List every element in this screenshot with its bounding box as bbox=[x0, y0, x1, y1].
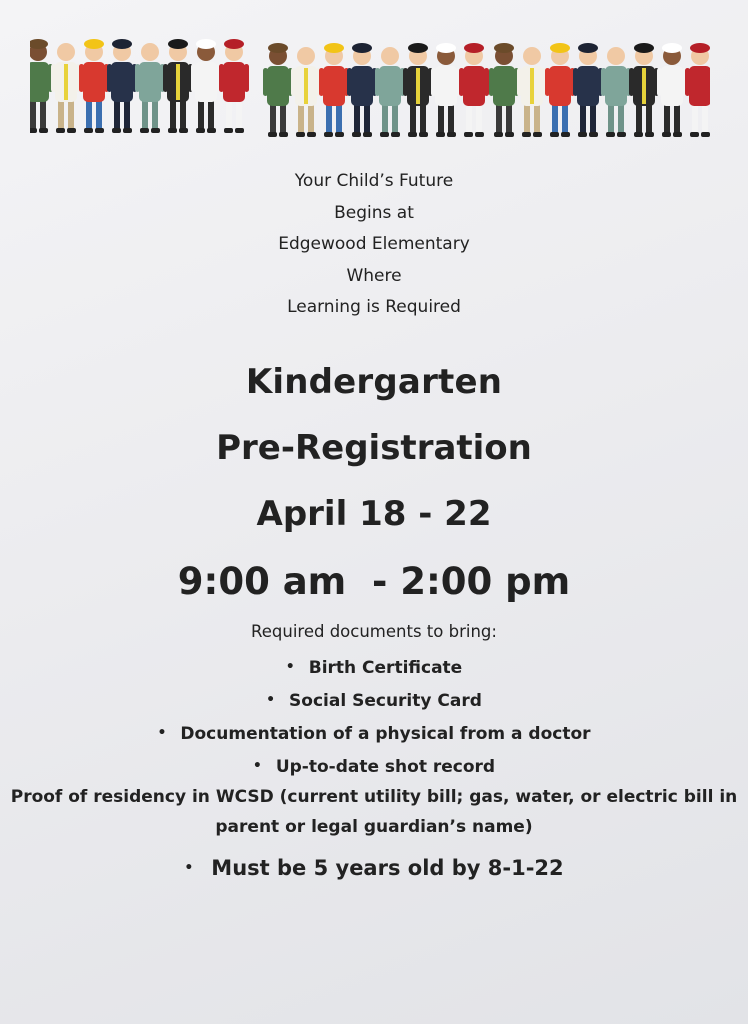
age-rule: Must be 5 years old by 8-1-22 bbox=[211, 856, 564, 880]
list-item bbox=[0, 718, 748, 751]
intro-line-2: Begins at bbox=[334, 202, 414, 223]
bullet-icon: • bbox=[184, 860, 194, 876]
intro-line-3: Edgewood Elementary bbox=[278, 234, 470, 254]
child-figure bbox=[263, 43, 293, 137]
bullet-icon: • bbox=[285, 659, 295, 675]
child-figure bbox=[319, 43, 349, 137]
intro-line-5: Learning is Required bbox=[287, 297, 461, 317]
intro-line-4: Where bbox=[346, 265, 402, 286]
document-shot-record: Up-to-date shot record bbox=[275, 757, 496, 777]
child-figure bbox=[403, 43, 433, 137]
bullet-icon: • bbox=[252, 758, 262, 774]
kids-banner-illustration bbox=[30, 38, 710, 150]
document-birth-certificate: Birth Certificate bbox=[308, 658, 463, 678]
list-item bbox=[0, 652, 748, 685]
age-requirement bbox=[0, 856, 748, 880]
child-figure bbox=[657, 43, 687, 137]
program-title: Kindergarten bbox=[245, 362, 503, 402]
child-figure bbox=[79, 39, 109, 133]
event-title: Pre-Registration bbox=[216, 428, 532, 468]
intro-line-1: Your Child’s Future bbox=[294, 171, 454, 191]
child-figure bbox=[629, 43, 659, 137]
required-documents-list bbox=[0, 652, 748, 784]
bullet-icon: • bbox=[266, 692, 276, 708]
child-figure bbox=[51, 43, 81, 133]
bullet-icon: • bbox=[157, 725, 167, 741]
child-figure bbox=[30, 39, 53, 133]
document-physical: Documentation of a physical from a doctor bbox=[180, 724, 591, 744]
child-figure bbox=[573, 43, 603, 137]
required-documents-heading: Required documents to bring: bbox=[251, 622, 497, 641]
child-figure bbox=[685, 43, 710, 137]
child-figure bbox=[459, 43, 489, 137]
child-figure bbox=[135, 43, 165, 133]
intro-text bbox=[0, 166, 748, 324]
event-dates: April 18 - 22 bbox=[256, 494, 492, 534]
child-figure bbox=[601, 47, 631, 137]
child-figure bbox=[431, 43, 461, 137]
child-figure bbox=[107, 39, 137, 133]
child-figure bbox=[545, 43, 575, 137]
list-item bbox=[0, 685, 748, 718]
event-hours: 9:00 am - 2:00 pm bbox=[177, 560, 571, 603]
list-item bbox=[0, 751, 748, 784]
document-social-security-card: Social Security Card bbox=[289, 691, 482, 711]
child-figure bbox=[489, 43, 519, 137]
child-figure bbox=[347, 43, 377, 137]
child-figure bbox=[191, 39, 221, 133]
child-figure bbox=[291, 47, 321, 137]
residency-line-2: parent or legal guardian’s name) bbox=[215, 817, 533, 837]
residency-line-1: Proof of residency in WCSD (current utility bill; gas, water, or electric bill in bbox=[10, 787, 738, 807]
residency-requirement bbox=[0, 782, 748, 842]
child-figure bbox=[375, 47, 405, 137]
child-figure bbox=[517, 47, 547, 137]
child-figure bbox=[219, 39, 249, 133]
child-figure bbox=[163, 39, 193, 133]
